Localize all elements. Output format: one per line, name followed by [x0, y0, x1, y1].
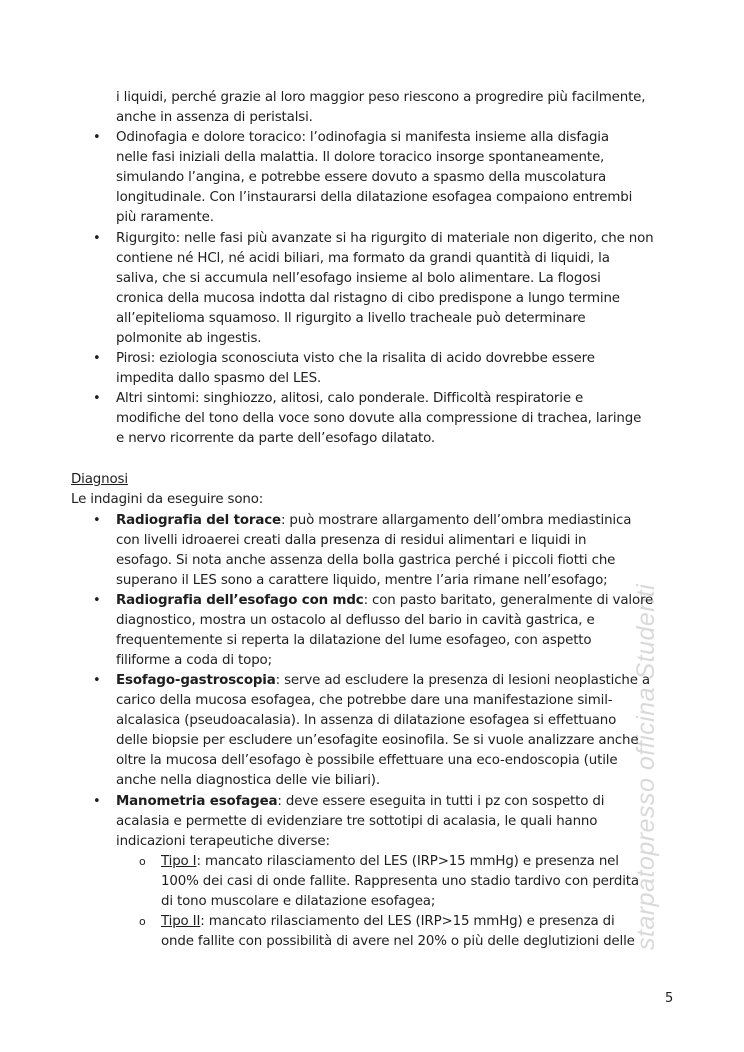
list-item-line: carico della mucosa esofagea, che potrebbe dare una manifestazione simil- [116, 693, 613, 708]
list-item-line: Rigurgito: nelle fasi più avanzate si ha rigurgito di materiale non digerito, che non [116, 231, 654, 246]
paragraph-line: anche in assenza di peristalsi. [116, 110, 313, 125]
circle-bullet-icon: o [139, 915, 146, 928]
item-term: Radiografia dell’esofago con mdc [116, 593, 364, 608]
list-item-line: frequentemente si reperta la dilatazione del lume esofageo, con aspetto [116, 633, 592, 648]
list-item-line: diagnostico, mostra un ostacolo al deflusso del bario in cavità gastrica, e [116, 613, 595, 628]
subtype-text: : mancato rilasciamento del LES (IRP>15 mmHg) e presenza nel [196, 854, 619, 869]
subtype-name: Tipo II [161, 914, 201, 929]
list-item-line: acalasia e permette di evidenziare tre sottotipi di acalasia, le quali hanno [116, 814, 598, 829]
page-number: 5 [665, 991, 674, 1006]
list-item-line: Odinofagia e dolore toracico: l’odinofagia si manifesta insieme alla disfagia [116, 130, 609, 145]
list-item-line: all’epitelioma squamoso. Il rigurgito a livello tracheale può determinare [116, 311, 586, 326]
watermark-text: starpatopresso officina Studenti [632, 583, 660, 950]
bullet-icon: • [93, 673, 101, 688]
bullet-icon: • [93, 391, 101, 406]
list-item-line: superano il LES sono a carattere liquido, mentre l’aria rimane nell’esofago; [116, 573, 608, 588]
list-item-line: con livelli idroaerei creati dalla presenza di residui alimentari e liquidi in [116, 533, 587, 548]
list-item-line: contiene né HCl, né acidi biliari, ma formato da grandi quantità di liquidi, la [116, 251, 610, 266]
section-heading: Diagnosi [71, 472, 128, 487]
list-item-first-line [116, 671, 650, 691]
subtype-text: : mancato rilasciamento del LES (IRP>15 mmHg) e presenza di [200, 914, 615, 929]
sublist-item-line: di tono muscolare e dilatazione esofagea; [161, 894, 436, 909]
list-item-line: Altri sintomi: singhiozzo, alitosi, calo ponderale. Difficoltà respiratorie e [116, 391, 584, 406]
list-item-line: filiforme a coda di topo; [116, 653, 272, 668]
list-item-line: simulando l’angina, e potrebbe essere dovuto a spasmo della muscolatura [116, 170, 607, 185]
sublist-item-first-line [161, 912, 615, 932]
list-item-line: modifiche del tono della voce sono dovute alla compressione di trachea, laringe [116, 411, 642, 426]
list-item-line: oltre la mucosa dell’esofago è possibile effettuare una eco-endoscopia (utile [116, 753, 618, 768]
item-term: Esofago-gastroscopia [116, 673, 276, 688]
list-item-line: cronica della mucosa indotta dal ristagno di cibo predispone a lungo termine [116, 291, 620, 306]
sublist-item-first-line [161, 852, 619, 872]
list-item-line: e nervo ricorrente da parte dell’esofago dilatato. [116, 431, 436, 446]
paragraph-line: i liquidi, perché grazie al loro maggior peso riescono a progredire più facilmente, [116, 90, 646, 105]
item-text: : serve ad escludere la presenza di lesioni neoplastiche a [275, 673, 650, 688]
list-item-line: anche nella diagnostica delle vie biliari). [116, 773, 380, 788]
list-item-line: nelle fasi iniziali della malattia. Il dolore toracico insorge spontaneamente, [116, 150, 605, 165]
sublist-item-line: 100% dei casi di onde fallite. Rappresenta uno stadio tardivo con perdita [161, 874, 639, 889]
section-intro: Le indagini da eseguire sono: [71, 492, 264, 507]
list-item-line: più raramente. [116, 210, 214, 225]
item-text: : con pasto baritato, generalmente di valore [363, 593, 654, 608]
list-item-line: impedita dallo spasmo del LES. [116, 371, 322, 386]
bullet-icon: • [93, 351, 101, 366]
list-item-first-line [116, 511, 631, 531]
item-text: : può mostrare allargamento dell’ombra mediastinica [280, 513, 632, 528]
list-item-line: delle biopsie per escludere un’esofagite eosinofila. Se si vuole analizzare anche [116, 733, 639, 748]
circle-bullet-icon: o [139, 855, 146, 868]
list-item-line: Pirosi: eziologia sconosciuta visto che la risalita di acido dovrebbe essere [116, 351, 595, 366]
list-item-first-line [116, 591, 653, 611]
item-text: : deve essere eseguita in tutti i pz con sospetto di [277, 794, 605, 809]
item-term: Manometria esofagea [116, 794, 278, 809]
list-item-line: esofago. Si nota anche assenza della bolla gastrica perché i piccoli fiotti che [116, 553, 616, 568]
subtype-name: Tipo I [161, 854, 197, 869]
bullet-icon: • [93, 794, 101, 809]
list-item-line: longitudinale. Con l’instaurarsi della dilatazione esofagea compaiono entrembi [116, 190, 633, 205]
list-item-line: polmonite ab ingestis. [116, 331, 262, 346]
list-item-first-line [116, 792, 604, 812]
bullet-icon: • [93, 513, 101, 528]
list-item-line: indicazioni terapeutiche diverse: [116, 834, 330, 849]
bullet-icon: • [93, 130, 101, 145]
list-item-line: alcalasica (pseudoacalasia). In assenza di dilatazione esofagea si effettuano [116, 713, 617, 728]
bullet-icon: • [93, 231, 101, 246]
bullet-icon: • [93, 593, 101, 608]
list-item-line: saliva, che si accumula nell’esofago insieme al bolo alimentare. La flogosi [116, 271, 601, 286]
sublist-item-line: onde fallite con possibilità di avere nel 20% o più delle deglutizioni delle [161, 934, 635, 949]
item-term: Radiografia del torace [116, 513, 281, 528]
